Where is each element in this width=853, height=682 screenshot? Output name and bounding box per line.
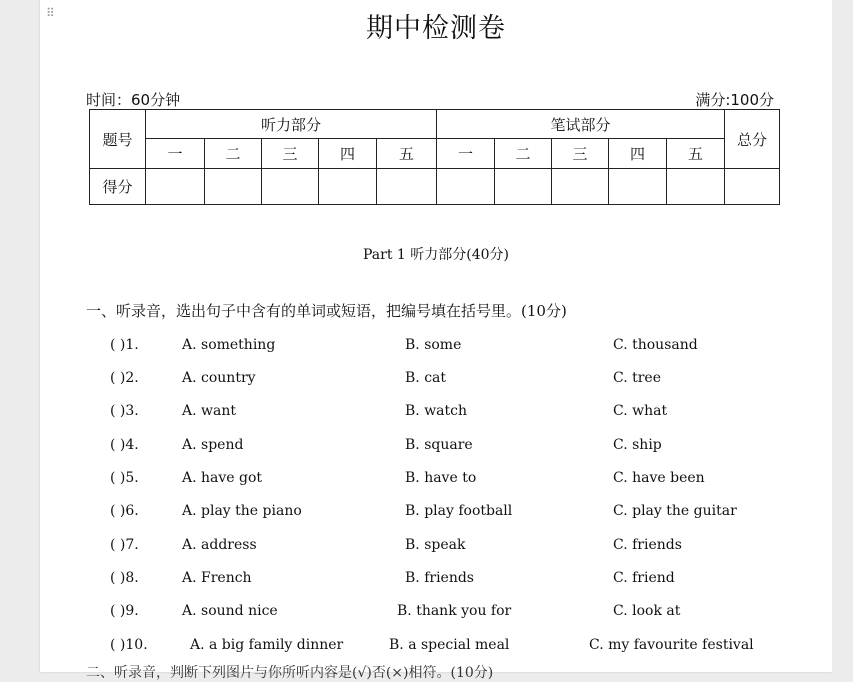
score-cell[interactable] <box>205 169 262 205</box>
option-c: C. what <box>613 403 668 419</box>
option-b: B. a special meal <box>389 637 510 653</box>
option-c: C. thousand <box>613 337 698 353</box>
col-listening-1: 一 <box>146 139 205 169</box>
option-a: A. French <box>182 570 252 586</box>
section2-title-partial: 二、听录音，判断下列图片与你所听内容是(√)否(×)相符。(10分) <box>86 665 494 681</box>
score-cell[interactable] <box>552 169 609 205</box>
option-a: A. want <box>182 403 236 419</box>
drag-handle-icon[interactable]: ⠿ <box>46 6 56 20</box>
header-writing: 笔试部分 <box>437 110 725 139</box>
question-number: ( )7. <box>110 537 139 553</box>
score-cell[interactable] <box>667 169 725 205</box>
option-c: C. my favourite festival <box>589 637 754 653</box>
col-writing-5: 五 <box>667 139 725 169</box>
col-listening-4: 四 <box>319 139 377 169</box>
page-title: 期中检测卷 <box>366 13 506 44</box>
option-c: C. look at <box>613 603 681 619</box>
option-c: C. friends <box>613 537 682 553</box>
option-b: B. have to <box>405 470 477 486</box>
option-c: C. have been <box>613 470 705 486</box>
score-cell[interactable] <box>319 169 377 205</box>
header-listening: 听力部分 <box>146 110 437 139</box>
option-b: B. square <box>405 437 473 453</box>
question-number: ( )8. <box>110 570 139 586</box>
col-listening-5: 五 <box>377 139 437 169</box>
option-a: A. address <box>182 537 257 553</box>
score-cell[interactable] <box>437 169 495 205</box>
window-scroll-edge <box>832 0 853 672</box>
option-a: A. something <box>182 337 276 353</box>
question-number: ( )5. <box>110 470 139 486</box>
document-page <box>40 0 832 681</box>
row-score-label: 得分 <box>90 169 146 205</box>
col-writing-1: 一 <box>437 139 495 169</box>
section1-title: 一、听录音，选出句子中含有的单词或短语，把编号填在括号里。(10分) <box>86 302 567 320</box>
question-number: ( )6. <box>110 503 139 519</box>
score-cell[interactable] <box>609 169 667 205</box>
col-listening-3: 三 <box>262 139 319 169</box>
score-cell[interactable] <box>262 169 319 205</box>
option-b: B. cat <box>405 370 447 386</box>
question-number: ( )10. <box>110 637 148 653</box>
col-listening-2: 二 <box>205 139 262 169</box>
option-a: A. spend <box>182 437 244 453</box>
col-writing-3: 三 <box>552 139 609 169</box>
score-table <box>89 109 780 205</box>
question-number: ( )4. <box>110 437 139 453</box>
part1-title: Part 1 听力部分(40分) <box>362 247 509 263</box>
option-b: B. speak <box>405 537 466 553</box>
question-number: ( )1. <box>110 337 139 353</box>
question-number: ( )3. <box>110 403 139 419</box>
option-c: C. tree <box>613 370 662 386</box>
option-b: B. play football <box>405 503 513 519</box>
option-b: B. some <box>405 337 462 353</box>
option-b: B. thank you for <box>397 603 512 619</box>
header-total: 总分 <box>725 110 780 169</box>
score-cell[interactable] <box>495 169 552 205</box>
option-a: A. have got <box>182 470 263 486</box>
option-b: B. friends <box>405 570 474 586</box>
question-number: ( )9. <box>110 603 139 619</box>
option-b: B. watch <box>405 403 468 419</box>
header-question-number: 题号 <box>90 110 146 169</box>
option-a: A. a big family dinner <box>190 637 344 653</box>
option-a: A. sound nice <box>182 603 278 619</box>
score-cell[interactable] <box>377 169 437 205</box>
option-a: A. play the piano <box>182 503 302 519</box>
col-writing-4: 四 <box>609 139 667 169</box>
time-label: 时间：60分钟 <box>86 91 181 109</box>
score-cell[interactable] <box>146 169 205 205</box>
score-cell-total[interactable] <box>725 169 780 205</box>
question-number: ( )2. <box>110 370 139 386</box>
option-c: C. friend <box>613 570 675 586</box>
option-a: A. country <box>182 370 256 386</box>
col-writing-2: 二 <box>495 139 552 169</box>
option-c: C. ship <box>613 437 662 453</box>
option-c: C. play the guitar <box>613 503 737 519</box>
full-score-label: 满分:100分 <box>695 91 774 109</box>
